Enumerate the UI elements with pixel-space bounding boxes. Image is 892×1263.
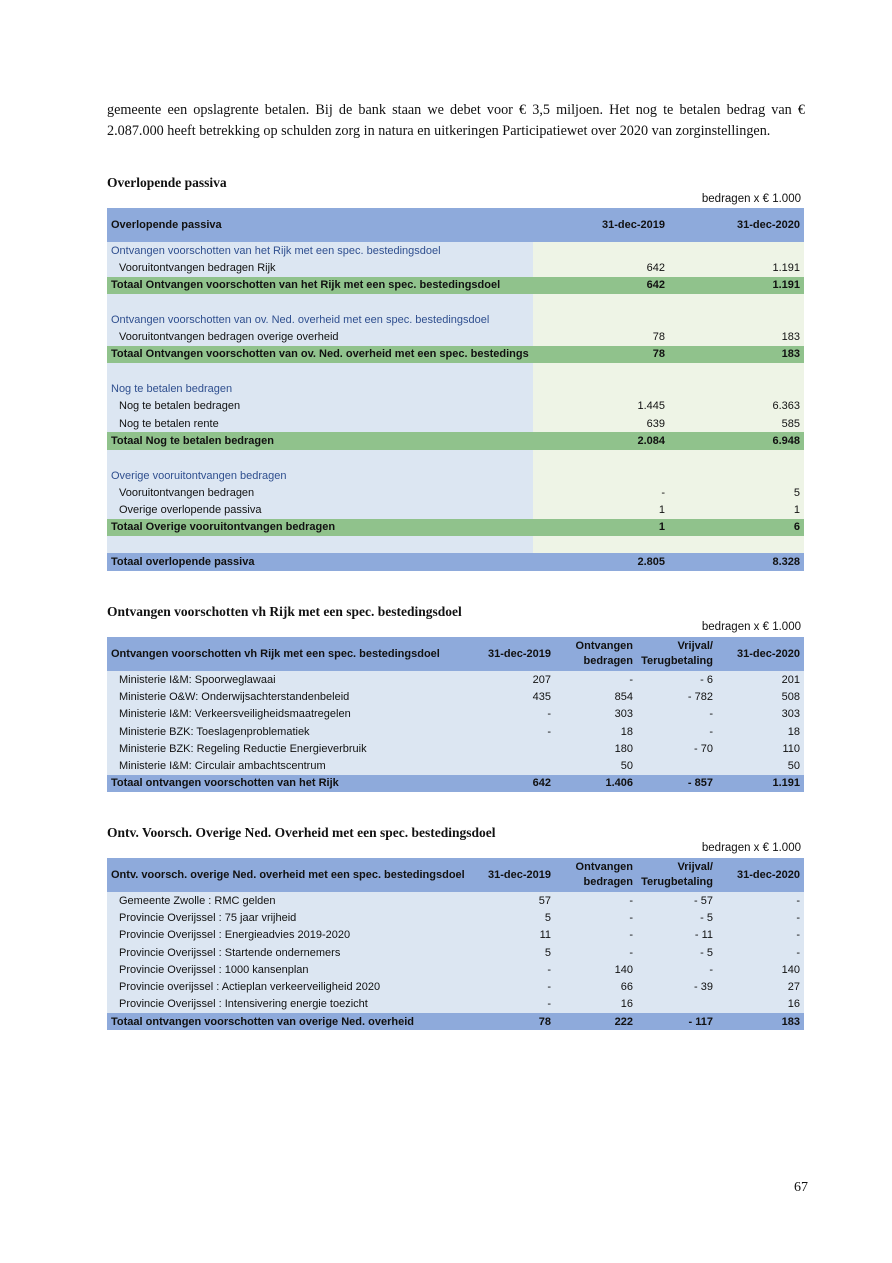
- cell-2019: -: [479, 723, 555, 740]
- cell-2020: 585: [669, 415, 804, 432]
- cell-ontvangen: 66: [555, 978, 637, 995]
- cell-2020: 6.363: [669, 398, 804, 415]
- row-label: Totaal Ontvangen voorschotten van het Rijk met een spec. bestedingsdoel: [107, 277, 533, 294]
- cell-vrijval: - 6: [637, 671, 717, 688]
- header-2019: 31-dec-2019: [533, 208, 669, 242]
- table-row: [107, 536, 804, 553]
- row-label: Provincie Overijssel : 75 jaar vrijheid: [107, 909, 479, 926]
- units-label: bedragen x € 1.000: [701, 193, 801, 205]
- table-row: [107, 398, 804, 415]
- row-label: Nog te betalen bedragen: [107, 380, 533, 397]
- table-row: [107, 740, 804, 757]
- row-label: Totaal ontvangen voorschotten van het Rijk: [107, 775, 479, 792]
- cell-ontvangen: -: [555, 909, 637, 926]
- header-label: Overlopende passiva: [107, 208, 533, 242]
- cell-vrijval: - 70: [637, 740, 717, 757]
- header-ontvangen: [555, 858, 637, 892]
- row-label: Ministerie O&W: Onderwijsachterstandenbeleid: [107, 688, 479, 705]
- cell-2020: 201: [717, 671, 804, 688]
- cell-2020: 1: [669, 501, 804, 518]
- table-row: [107, 1013, 804, 1030]
- cell-2019: 1: [533, 519, 669, 536]
- table-header: [107, 858, 804, 892]
- cell-2020: 140: [717, 961, 804, 978]
- page-number: 67: [794, 1180, 808, 1195]
- table-row: [107, 432, 804, 449]
- cell-2020: 6.948: [669, 432, 804, 449]
- cell-2020: -: [717, 944, 804, 961]
- row-label: Nog te betalen bedragen: [107, 398, 533, 415]
- table-voorschotten-overige-overheid: [107, 858, 804, 1030]
- header-vrijval: [637, 858, 717, 892]
- table-row: [107, 775, 804, 792]
- cell-2020: 16: [717, 996, 804, 1013]
- cell-vrijval: - 857: [637, 775, 717, 792]
- cell-ontvangen: 140: [555, 961, 637, 978]
- row-label: Vooruitontvangen bedragen Rijk: [107, 259, 533, 276]
- cell-vrijval: -: [637, 723, 717, 740]
- cell-2019: 642: [533, 259, 669, 276]
- header-vrijval-line2: Terugbetaling: [641, 876, 713, 888]
- table-row: [107, 978, 804, 995]
- row-label: Ministerie BZK: Toeslagenproblematiek: [107, 723, 479, 740]
- table-row: [107, 277, 804, 294]
- cell-2019: [533, 294, 669, 311]
- cell-2020: 1.191: [669, 277, 804, 294]
- row-label: Ontvangen voorschotten van ov. Ned. overheid met een spec. bestedingsdoel: [107, 311, 533, 328]
- cell-2019: 57: [479, 892, 555, 909]
- row-label: Totaal ontvangen voorschotten van overige Ned. overheid: [107, 1013, 479, 1030]
- cell-ontvangen: 303: [555, 706, 637, 723]
- units-label: bedragen x € 1.000: [701, 842, 801, 854]
- row-label: [107, 363, 533, 380]
- cell-2019: [533, 467, 669, 484]
- header-2020: 31-dec-2020: [717, 858, 804, 892]
- cell-2019: 78: [533, 328, 669, 345]
- row-label: Overige vooruitontvangen bedragen: [107, 467, 533, 484]
- table-row: [107, 706, 804, 723]
- row-label: Provincie Overijssel : Energieadvies 2019-2020: [107, 927, 479, 944]
- cell-2019: 1.445: [533, 398, 669, 415]
- header-label: Ontv. voorsch. overige Ned. overheid met een spec. bestedingsdoel: [107, 858, 479, 892]
- row-label: Provincie Overijssel : 1000 kansenplan: [107, 961, 479, 978]
- header-vrijval-line1: Vrijval/: [677, 640, 713, 652]
- cell-2019: 642: [533, 277, 669, 294]
- table-row: [107, 961, 804, 978]
- cell-2019: [533, 242, 669, 259]
- table-body: [107, 892, 804, 1030]
- cell-vrijval: [637, 757, 717, 774]
- cell-ontvangen: 16: [555, 996, 637, 1013]
- cell-ontvangen: 854: [555, 688, 637, 705]
- table-body: [107, 242, 804, 571]
- table-header: [107, 637, 804, 671]
- cell-2019: 78: [479, 1013, 555, 1030]
- section-title-rijk: Ontvangen voorschotten vh Rijk met een spec. bestedingsdoel: [107, 604, 462, 619]
- cell-2019: [533, 380, 669, 397]
- cell-2020: [669, 450, 804, 467]
- row-label: Ontvangen voorschotten van het Rijk met een spec. bestedingsdoel: [107, 242, 533, 259]
- row-label: Overige overlopende passiva: [107, 501, 533, 518]
- row-label: Vooruitontvangen bedragen: [107, 484, 533, 501]
- units-label: bedragen x € 1.000: [701, 621, 801, 633]
- cell-2020: 303: [717, 706, 804, 723]
- header-ontvangen-line2: bedragen: [583, 876, 633, 888]
- cell-2020: -: [717, 927, 804, 944]
- cell-2020: 183: [669, 346, 804, 363]
- cell-ontvangen: 18: [555, 723, 637, 740]
- cell-vrijval: - 5: [637, 944, 717, 961]
- cell-vrijval: -: [637, 706, 717, 723]
- row-label: [107, 450, 533, 467]
- cell-2019: -: [479, 996, 555, 1013]
- table-row: [107, 519, 804, 536]
- cell-2020: [669, 242, 804, 259]
- table-row: [107, 380, 804, 397]
- table-row: [107, 553, 804, 570]
- table-header: [107, 208, 804, 242]
- cell-2019: 5: [479, 909, 555, 926]
- header-vrijval-line2: Terugbetaling: [641, 655, 713, 667]
- header-label: Ontvangen voorschotten vh Rijk met een spec. bestedingsdoel: [107, 637, 479, 671]
- table-row: [107, 927, 804, 944]
- table-row: [107, 467, 804, 484]
- cell-2020: 27: [717, 978, 804, 995]
- table-body: [107, 671, 804, 792]
- table-row: [107, 450, 804, 467]
- cell-2019: [479, 757, 555, 774]
- row-label: Gemeente Zwolle : RMC gelden: [107, 892, 479, 909]
- header-2019: 31-dec-2019: [479, 637, 555, 671]
- cell-2020: 1.191: [717, 775, 804, 792]
- cell-ontvangen: 180: [555, 740, 637, 757]
- row-label: [107, 294, 533, 311]
- cell-2020: -: [717, 892, 804, 909]
- header-ontvangen-line2: bedragen: [583, 655, 633, 667]
- cell-2020: [669, 294, 804, 311]
- cell-2020: 8.328: [669, 553, 804, 570]
- cell-2020: 183: [669, 328, 804, 345]
- cell-2020: 110: [717, 740, 804, 757]
- cell-2020: [669, 536, 804, 553]
- table-row: [107, 415, 804, 432]
- cell-ontvangen: 222: [555, 1013, 637, 1030]
- header-ontvangen-line1: Ontvangen: [575, 861, 633, 873]
- cell-vrijval: [637, 996, 717, 1013]
- table-row: [107, 757, 804, 774]
- row-label: Ministerie I&M: Spoorweglawaai: [107, 671, 479, 688]
- cell-2019: 1: [533, 501, 669, 518]
- row-label: Totaal Nog te betalen bedragen: [107, 432, 533, 449]
- table-row: [107, 294, 804, 311]
- cell-2019: 11: [479, 927, 555, 944]
- cell-2019: 207: [479, 671, 555, 688]
- cell-2020: -: [717, 909, 804, 926]
- cell-ontvangen: -: [555, 944, 637, 961]
- cell-vrijval: - 117: [637, 1013, 717, 1030]
- cell-2019: 639: [533, 415, 669, 432]
- header-vrijval-line1: Vrijval/: [677, 861, 713, 873]
- cell-2019: -: [479, 978, 555, 995]
- cell-2020: 50: [717, 757, 804, 774]
- cell-vrijval: - 5: [637, 909, 717, 926]
- cell-vrijval: - 782: [637, 688, 717, 705]
- cell-ontvangen: -: [555, 892, 637, 909]
- header-vrijval: [637, 637, 717, 671]
- table-row: [107, 311, 804, 328]
- table-row: [107, 996, 804, 1013]
- row-label: [107, 536, 533, 553]
- cell-2019: 78: [533, 346, 669, 363]
- cell-vrijval: - 39: [637, 978, 717, 995]
- section-title-overlopende-passiva: Overlopende passiva: [107, 175, 227, 190]
- cell-2020: [669, 380, 804, 397]
- cell-2019: 2.805: [533, 553, 669, 570]
- cell-2020: 6: [669, 519, 804, 536]
- table-row: [107, 671, 804, 688]
- header-ontvangen-line1: Ontvangen: [575, 640, 633, 652]
- cell-2020: 183: [717, 1013, 804, 1030]
- cell-ontvangen: 50: [555, 757, 637, 774]
- cell-2019: 2.084: [533, 432, 669, 449]
- row-label: Ministerie I&M: Circulair ambachtscentrum: [107, 757, 479, 774]
- row-label: Provincie Overijssel : Startende ondernemers: [107, 944, 479, 961]
- table-row: [107, 346, 804, 363]
- table-row: [107, 328, 804, 345]
- row-label: Ministerie I&M: Verkeersveiligheidsmaatregelen: [107, 706, 479, 723]
- header-2020: 31-dec-2020: [669, 208, 804, 242]
- cell-2019: -: [479, 706, 555, 723]
- cell-ontvangen: 1.406: [555, 775, 637, 792]
- cell-2020: 5: [669, 484, 804, 501]
- cell-2019: [533, 311, 669, 328]
- table-row: [107, 259, 804, 276]
- row-label: Provincie Overijssel : Intensivering energie toezicht: [107, 996, 479, 1013]
- cell-2020: 18: [717, 723, 804, 740]
- table-voorschotten-rijk: [107, 637, 804, 792]
- table-row: [107, 501, 804, 518]
- table-row: [107, 484, 804, 501]
- row-label: Nog te betalen rente: [107, 415, 533, 432]
- row-label: Totaal Ontvangen voorschotten van ov. Ned. overheid met een spec. bestedings: [107, 346, 533, 363]
- cell-2019: [533, 536, 669, 553]
- row-label: Totaal overlopende passiva: [107, 553, 533, 570]
- cell-2020: 1.191: [669, 259, 804, 276]
- row-label: Vooruitontvangen bedragen overige overheid: [107, 328, 533, 345]
- table-row: [107, 242, 804, 259]
- cell-2019: -: [479, 961, 555, 978]
- cell-2019: [479, 740, 555, 757]
- cell-vrijval: - 11: [637, 927, 717, 944]
- cell-vrijval: -: [637, 961, 717, 978]
- table-row: [107, 723, 804, 740]
- table-row: [107, 892, 804, 909]
- cell-ontvangen: -: [555, 671, 637, 688]
- row-label: Ministerie BZK: Regeling Reductie Energieverbruik: [107, 740, 479, 757]
- cell-2020: 508: [717, 688, 804, 705]
- cell-2019: 5: [479, 944, 555, 961]
- table-overlopende-passiva: [107, 208, 804, 571]
- cell-2020: [669, 311, 804, 328]
- cell-2020: [669, 363, 804, 380]
- table-row: [107, 363, 804, 380]
- cell-ontvangen: -: [555, 927, 637, 944]
- table-row: [107, 688, 804, 705]
- header-2019: 31-dec-2019: [479, 858, 555, 892]
- cell-2019: [533, 363, 669, 380]
- table-row: [107, 944, 804, 961]
- cell-2019: 435: [479, 688, 555, 705]
- table-row: [107, 909, 804, 926]
- header-2020: 31-dec-2020: [717, 637, 804, 671]
- row-label: Totaal Overige vooruitontvangen bedragen: [107, 519, 533, 536]
- header-ontvangen: [555, 637, 637, 671]
- cell-2019: 642: [479, 775, 555, 792]
- cell-2020: [669, 467, 804, 484]
- cell-2019: [533, 450, 669, 467]
- intro-paragraph: gemeente een opslagrente betalen. Bij de bank staan we debet voor € 3,5 miljoen. Het nog te betalen bedrag van € 2.087.000 heeft betrekking op schulden zorg in natura en uitkeringen Participatiewet over 2020 van zorginstellingen.: [107, 102, 805, 139]
- cell-2019: -: [533, 484, 669, 501]
- cell-vrijval: - 57: [637, 892, 717, 909]
- section-title-overige-overheid: Ontv. Voorsch. Overige Ned. Overheid met een spec. bestedingsdoel: [107, 825, 496, 840]
- row-label: Provincie overijssel : Actieplan verkeerveiligheid 2020: [107, 978, 479, 995]
